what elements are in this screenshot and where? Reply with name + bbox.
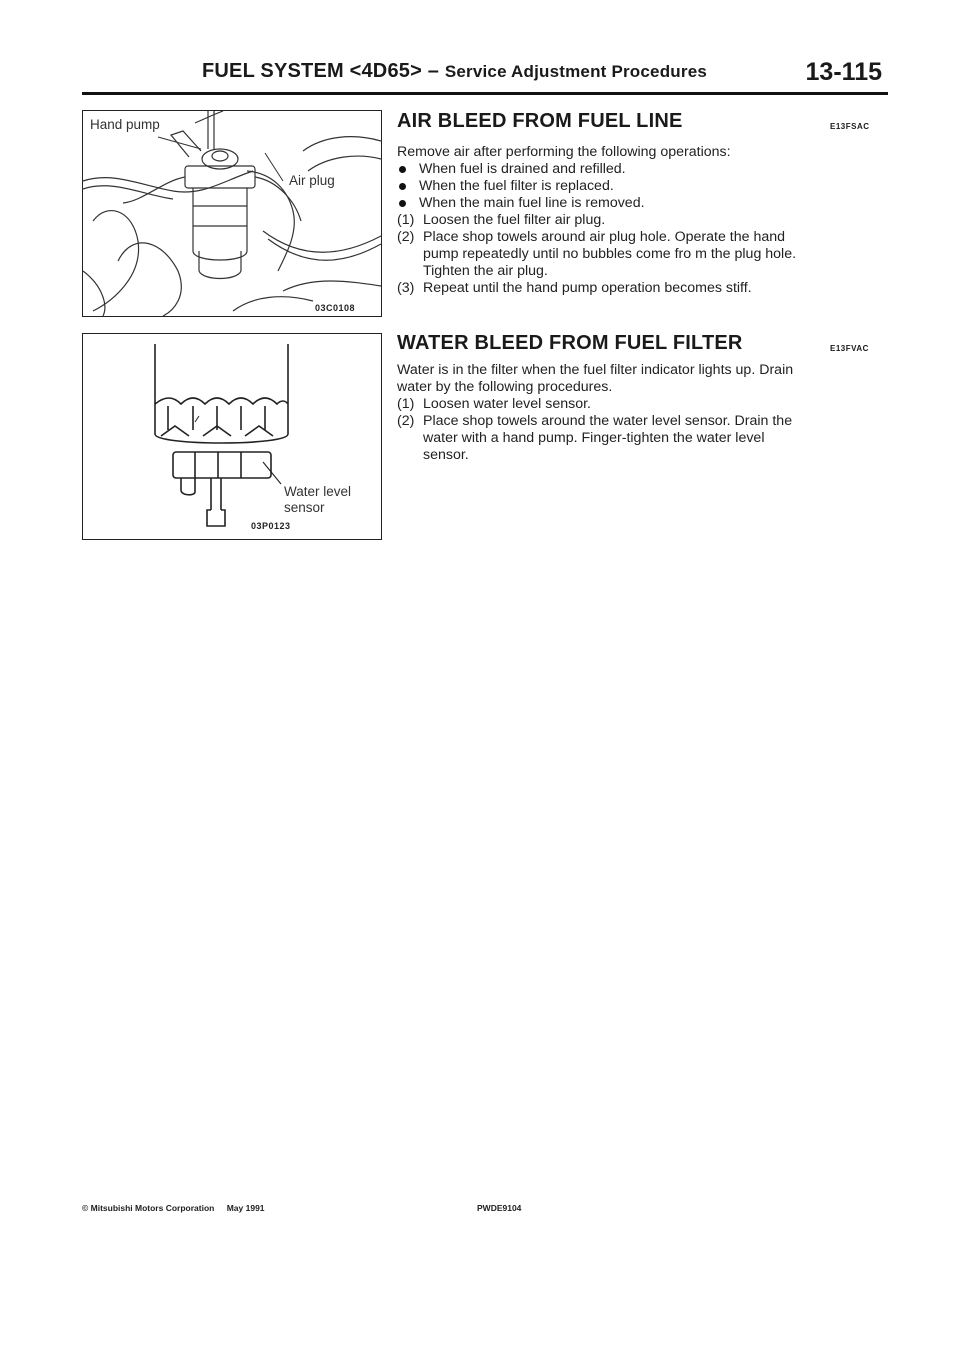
section-title-water-bleed: WATER BLEED FROM FUEL FILTER [397,332,743,354]
list-item [397,161,883,178]
bullet-icon [399,166,406,173]
step-number: (3) [397,280,415,296]
step-text: Place shop towels around the water level sensor. Drain the [423,413,793,429]
header-title [202,60,707,83]
step-text: Loosen the fuel filter air plug. [423,212,606,228]
footer-doc-code: PWDE9104 [477,1203,522,1213]
step-number: (2) [397,229,415,245]
step-text: pump repeatedly until no bubbles come fro m the plug hole. [423,246,797,262]
bullet-text: When fuel is drained and refilled. [419,161,626,177]
figure-code: 03P0123 [251,521,291,531]
section-code-water-bleed: E13FVAC [830,344,869,353]
step-text: Repeat until the hand pump operation becomes stiff. [423,280,752,296]
figure-code: 03C0108 [315,303,356,313]
figure-hand-pump-air-plug [82,110,382,317]
label-hand-pump: Hand pump [90,117,160,132]
label-air-plug: Air plug [289,173,335,188]
bullet-icon [399,200,406,207]
figure-water-level-sensor [82,333,382,540]
fuel-filter-illustration [83,111,381,316]
air-bleed-body [397,144,883,297]
bullet-icon [399,183,406,190]
list-item [397,195,883,212]
label-water-level: Water level [284,484,352,499]
step-item [397,396,883,413]
intro-text: Water is in the filter when the fuel filter indicator lights up. Drain [397,362,794,378]
intro-text: Remove air after performing the following operations: [397,144,731,160]
list-item [397,178,883,195]
copyright-text: © Mitsubishi Motors Corporation [82,1203,215,1213]
header-separator: – [427,60,440,82]
step-number: (1) [397,396,415,412]
bullet-text: When the main fuel line is removed. [419,195,645,211]
step-number: (1) [397,212,415,228]
step-number: (2) [397,413,415,429]
intro-text: water by the following procedures. [397,379,613,395]
step-text: water with a hand pump. Finger-tighten the water level [423,430,765,446]
section-title-air-bleed: AIR BLEED FROM FUEL LINE [397,110,683,132]
footer-copyright [82,1203,265,1213]
bullet-text: When the fuel filter is replaced. [419,178,614,194]
step-text: Tighten the air plug. [423,263,548,279]
water-sensor-illustration [83,334,381,539]
step-item [397,280,883,297]
header-subtitle: Service Adjustment Procedures [444,62,707,81]
water-bleed-body [397,362,883,464]
header-title-main: FUEL SYSTEM <4D65> [202,60,422,82]
step-item [397,212,883,229]
step-text: Place shop towels around air plug hole. Operate the hand [423,229,786,245]
footer-date: May 1991 [226,1203,265,1213]
step-item [397,413,883,464]
step-text: Loosen water level sensor. [423,396,591,412]
step-text: sensor. [423,447,469,463]
section-code-air-bleed: E13FSAC [830,122,870,131]
step-item [397,229,883,280]
label-sensor: sensor [284,500,325,515]
page-header [82,58,888,95]
page-number: 13-115 [805,58,882,86]
